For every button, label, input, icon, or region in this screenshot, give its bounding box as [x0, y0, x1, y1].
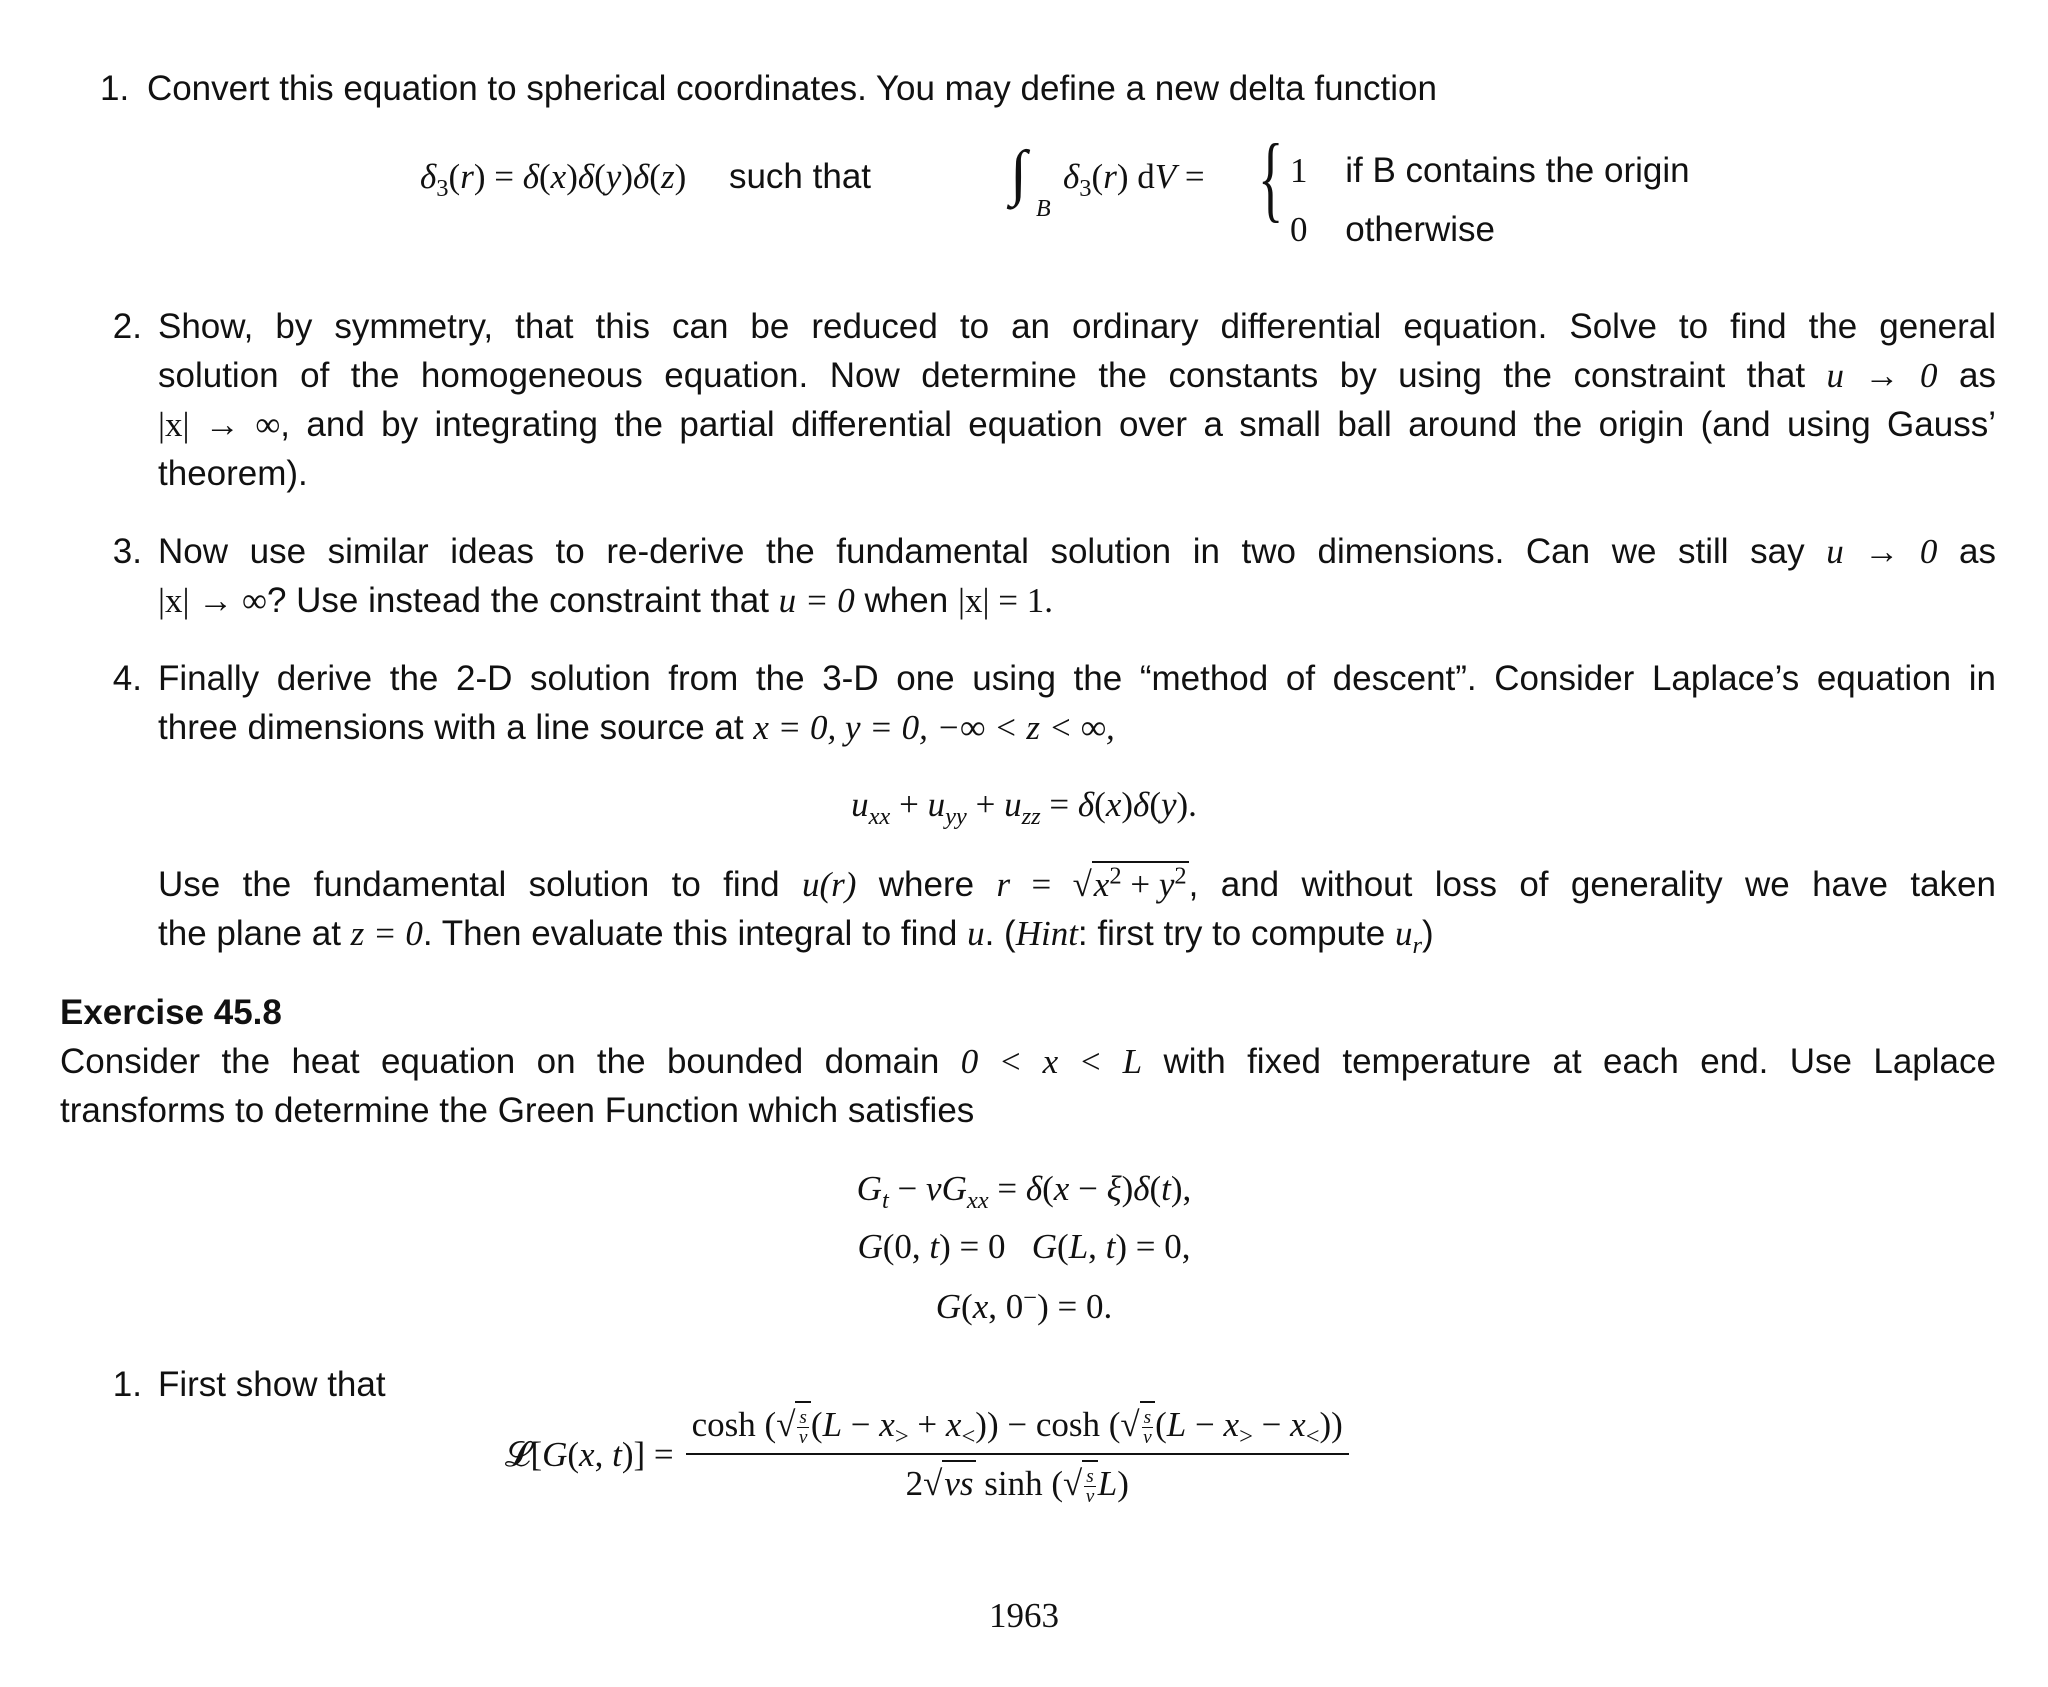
item-2-line-4: theorem). — [158, 454, 308, 493]
laplace-lhs: 𝓛[G(x, t)] = — [505, 1434, 674, 1474]
case-row-1: 1 if B contains the origin — [1290, 151, 1690, 190]
exercise-line-1: Consider the heat equation on the bounded domain 0 < x < L with fixed temperature at each end. Use Laplace — [60, 1042, 1996, 1081]
item-3-line-1: Now use similar ideas to re-derive the fundamental solution in two dimensions. Can we still say u → 0 as — [158, 532, 1996, 571]
fraction-denominator: 2√νs sinh (√ $\frac{s}{\nu}$ L) — [906, 1455, 1129, 1508]
item-2-line-3: |x| → ∞, and by integrating the partial differential equation over a small ball around the origin (and using Gauss’ — [158, 405, 1996, 444]
green-function-eq-1: $G_t - \nu G_{xx} = \delta(x - \xi)\delta(t)$, — [856, 1169, 1192, 1214]
laplace-fraction — [686, 1400, 1349, 1508]
delta3-definition-equation — [420, 152, 871, 201]
item-4-line-3: Use the fundamental solution to find u(r) where $r = √x^2 + y^2$, and without loss of generality we have taken — [158, 860, 1996, 909]
green-function-eq-3: G(x, 0−) = 0. — [935, 1284, 1113, 1326]
item-3-line-2: |x| → ∞? Use instead the constraint that u = 0 when |x| = 1. — [158, 581, 1053, 620]
integral-body: $\delta_3(r)$ dV = — [1063, 157, 1205, 202]
integral-domain: B — [1036, 196, 1051, 222]
fraction-numerator: cosh (√ $\frac{s}{\nu}$ $(L - x_> + x_<)) - \cosh$ (√ $\frac{s}{\nu}$ $(L - x_> - x_<)$) — [686, 1400, 1349, 1455]
sub-item-number: 1. — [112, 1365, 142, 1404]
item-2-line-1: Show, by symmetry, that this can be reduced to an ordinary differential equation. Solve to find the general — [158, 307, 1996, 346]
item-4-line-1: Finally derive the 2-D solution from the 3-D one using the “method of descent”. Consider Laplace’s equation in — [158, 659, 1996, 698]
such-that-text: such that — [728, 157, 872, 196]
item-2-line-2: solution of the homogeneous equation. Now determine the constants by using the constraint that u → 0 as — [158, 356, 1996, 395]
item-number: 4. — [112, 659, 142, 698]
exercise-line-2: transforms to determine the Green Function which satisfies — [60, 1091, 975, 1130]
laplace-transform-equation — [505, 1400, 1349, 1508]
item-4-line-2: three dimensions with a line source at x = 0, y = 0, −∞ < z < ∞, — [158, 708, 1115, 747]
sub-item-text: First show that — [158, 1365, 386, 1404]
exercise-title: Exercise 45.8 — [60, 993, 282, 1032]
item-number: 1. — [100, 69, 130, 108]
line-source-equation: $u_{xx} + u_{yy} + u_{zz} = \delta(x)\delta(y)$. — [851, 785, 1197, 830]
page-number: 1963 — [989, 1596, 1059, 1635]
item-text: Convert this equation to spherical coordinates. You may define a new delta function — [146, 69, 1437, 108]
item-1 — [100, 64, 1437, 113]
item-number: 3. — [112, 532, 142, 571]
green-function-eq-2: G(0, t) = 0 G(L, t) = 0, — [857, 1227, 1191, 1266]
item-4-line-4: the plane at z = 0. Then evaluate this integral to find u. (Hint: first try to compute $u_r$) — [158, 914, 1434, 959]
case-row-2: 0 otherwise — [1290, 210, 1496, 249]
cases-brace: { — [1258, 124, 1284, 231]
sqrt-expression: $√x^2 + y^2$ — [1072, 862, 1187, 904]
delta3-definition: $\delta_3(r) = \delta(x)\delta(y)\delta(z)$ — [420, 157, 695, 202]
integral-sign: ∫ — [1010, 139, 1027, 207]
item-number: 2. — [112, 307, 142, 346]
